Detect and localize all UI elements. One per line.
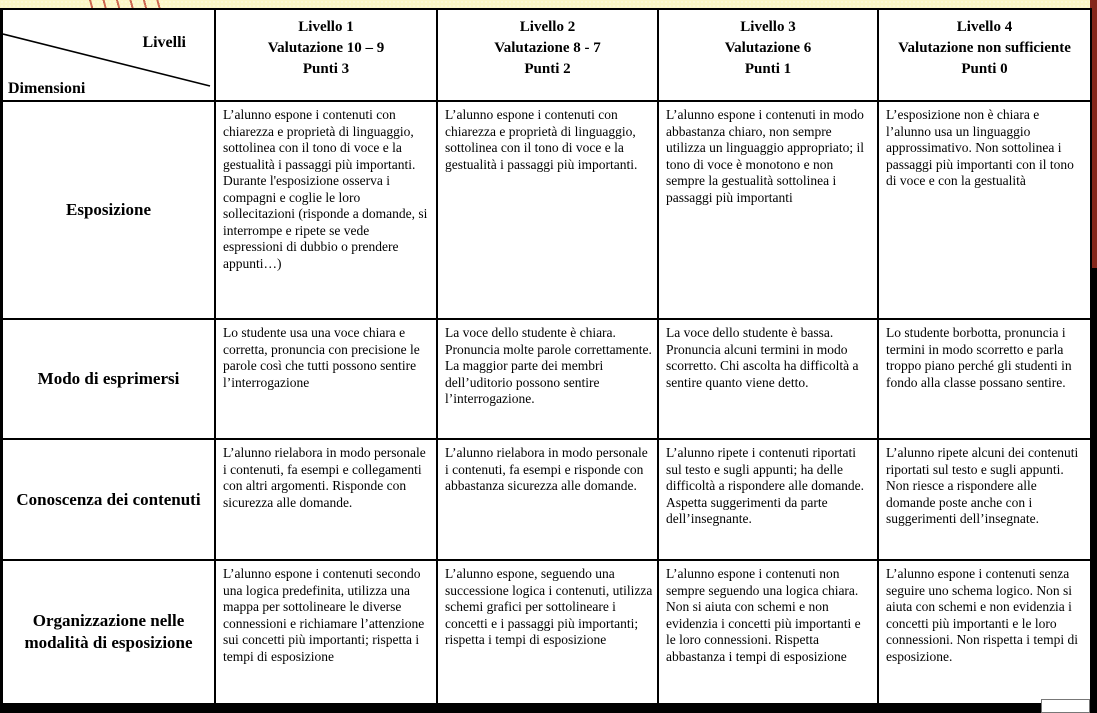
level-valutazione: Valutazione non sufficiente [898,40,1071,56]
corner-cell [2,9,215,101]
cell-esposizione-livello-1: L’alunno espone i contenuti con chiarezza e proprietà di linguaggio, sottolinea con il tono di voce e la gestualità i passaggi più importanti. Durante l'esposizione osserva i compagni e coglie le loro sollecitazioni (risponde a domande, si interrompe e ripete se vede espressioni di dubbio o prendere appunti…) [215,101,437,319]
table-row-conoscenza [2,439,1091,560]
cell-conoscenza-livello-4: L’alunno ripete alcuni dei contenuti riportati sul testo e sugli appunti. Non riesce a rispondere alle domande poste anche con i suggerimenti dell’insegnate. [878,439,1091,560]
column-header-livello-1 [215,9,437,101]
corner-label-livelli: Livelli [142,34,186,51]
cell-esposizione-livello-3: L’alunno espone i contenuti in modo abbastanza chiaro, non sempre utilizza un linguaggio appropriato; il tono di voce è monotono e non sempre la gestualità sottolinea i passaggi più importanti [658,101,878,319]
column-header-livello-2 [437,9,658,101]
level-punti: Punti 3 [302,61,350,77]
header-row [2,9,1091,101]
cell-conoscenza-livello-2: L’alunno rielabora in modo personale i contenuti, fa esempi e risponde con abbastanza sicurezza alle domande. [437,439,658,560]
level-punti: Punti 1 [744,61,792,77]
column-header-livello-4 [878,9,1091,101]
row-label-organizzazione: Organizzazione nelle modalità di esposizione [2,560,215,704]
cell-conoscenza-livello-3: L’alunno ripete i contenuti riportati sul testo e sugli appunti; ha delle difficoltà a rispondere alle domande. Aspetta suggerimenti da parte dell’insegnante. [658,439,878,560]
level-valutazione: Valutazione 10 – 9 [267,40,385,56]
level-punti: Punti 0 [961,61,1008,77]
bottom-right-box [1041,699,1090,713]
cell-esposizione-livello-2: L’alunno espone i contenuti con chiarezza e proprietà di linguaggio, sottolinea con il tono di voce e la gestualità i passaggi più importanti. [437,101,658,319]
cell-organizzazione-livello-4: L’alunno espone i contenuti senza seguire uno schema logico. Non si aiuta con schemi e non evidenzia i concetti più importanti e le loro connessioni. Non rispetta i tempi di esposizione. [878,560,1091,704]
level-valutazione: Valutazione 8 - 7 [494,40,601,56]
cell-organizzazione-livello-2: L’alunno espone, seguendo una successione logica i contenuti, utilizza schemi grafici per sottolineare i concetti e i passaggi più importanti; rispetta i tempi di esposizione [437,560,658,704]
cell-conoscenza-livello-1: L’alunno rielabora in modo personale i contenuti, fa esempi e collegamenti con altri argomenti. Risponde con sicurezza alle domande. [215,439,437,560]
table-row-modo-di-esprimersi [2,319,1091,439]
cell-esposizione-livello-4: L’esposizione non è chiara e l’alunno usa un linguaggio approssimativo. Non sottolinea i passaggi più importanti con il tono di voce e con la gestualità [878,101,1091,319]
evaluation-rubric-table [1,8,1092,705]
level-title: Livello 1 [298,19,354,35]
table-row-organizzazione [2,560,1091,704]
level-title: Livello 4 [956,19,1013,35]
row-label-esposizione: Esposizione [2,101,215,319]
cell-modo-livello-4: Lo studente borbotta, pronuncia i termini in modo scorretto e parla troppo piano perché gli studenti in fondo alla classe possano sentire. [878,319,1091,439]
corner-label-dimensioni: Dimensioni [8,80,86,97]
cell-organizzazione-livello-3: L’alunno espone i contenuti non sempre seguendo una logica chiara. Non si aiuta con schemi e non evidenzia i concetti più importanti e le loro connessioni. Rispetta abbastanza i tempi di esposizione [658,560,878,704]
top-strip-scribble [86,0,168,8]
row-label-modo-di-esprimersi: Modo di esprimersi [2,319,215,439]
cell-modo-livello-2: La voce dello studente è chiara. Pronuncia molte parole correttamente. La maggior parte dei membri dell’uditorio possono sentire l’interrogazione. [437,319,658,439]
level-title: Livello 3 [740,19,796,35]
cell-modo-livello-3: La voce dello studente è bassa. Pronuncia alcuni termini in modo scorretto. Chi ascolta ha difficoltà a sentire quanto viene detto. [658,319,878,439]
level-punti: Punti 2 [524,61,571,77]
row-label-conoscenza: Conoscenza dei contenuti [2,439,215,560]
level-valutazione: Valutazione 6 [724,40,812,56]
level-title: Livello 2 [519,19,576,35]
top-highlight-strip [0,0,1097,8]
cell-organizzazione-livello-1: L’alunno espone i contenuti secondo una logica predefinita, utilizza una mappa per sottolineare le diverse connessioni e richiamare l’attenzione sui concetti più importanti; rispetta i tempi di esposizione [215,560,437,704]
table-row-esposizione [2,101,1091,319]
cell-modo-livello-1: Lo studente usa una voce chiara e corretta, pronuncia con precisione le parole così che tutti possono sentire l’interrogazione [215,319,437,439]
column-header-livello-3 [658,9,878,101]
